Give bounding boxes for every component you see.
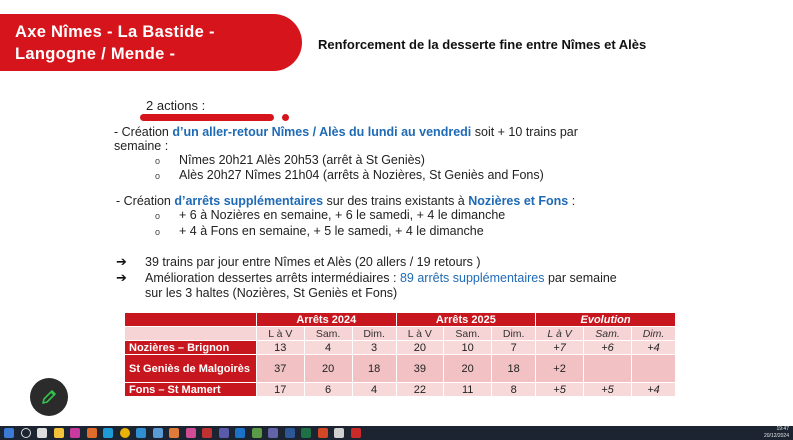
- task-view-icon[interactable]: [37, 428, 47, 438]
- table-cell: 18: [492, 355, 536, 383]
- app-icon[interactable]: [169, 428, 179, 438]
- windows-taskbar: [0, 426, 793, 440]
- slide-subtitle: Renforcement de la desserte fine entre Nîmes et Alès: [318, 37, 647, 52]
- action1-suffix: soit + 10 trains par: [471, 125, 578, 139]
- actions-underline-decoration: [140, 114, 274, 121]
- acrobat-icon[interactable]: [351, 428, 361, 438]
- table-cell: [583, 355, 631, 383]
- stops-table: [124, 312, 676, 397]
- action1-sub2: Alès 20h27 Nîmes 21h04 (arrêts à Nozières, St Geniès and Fons): [179, 168, 544, 182]
- table-row-label: Fons – St Mamert: [125, 383, 257, 397]
- slide-title-line2: Langogne / Mende -: [15, 45, 176, 63]
- action1-line: [114, 125, 578, 140]
- action2-prefix: - Création: [116, 194, 175, 208]
- table-row: [125, 383, 676, 397]
- edge-icon[interactable]: [136, 428, 146, 438]
- table-group-header: Arrêts 2025: [396, 313, 536, 327]
- table-subheader: Dim.: [352, 327, 396, 341]
- action2-highlight1: d’arrêts supplémentaires: [174, 194, 324, 208]
- table-cell: +5: [536, 383, 584, 397]
- action1-highlight: d’un aller-retour Nîmes / Alès du lundi au vendredi: [172, 125, 472, 139]
- table-cell: 17: [257, 383, 305, 397]
- edit-pen-button[interactable]: [30, 378, 68, 416]
- actions-dot-decoration: [282, 114, 289, 121]
- table-cell: 13: [257, 341, 305, 355]
- table-cell: 8: [492, 383, 536, 397]
- table-cell: 3: [352, 341, 396, 355]
- table-group-header: Evolution: [536, 313, 676, 327]
- sub-bullet-icon: o: [155, 156, 161, 166]
- table-cell: +2: [536, 355, 584, 383]
- table-row: [125, 355, 676, 383]
- slide-title-banner: [0, 14, 302, 71]
- app-icon[interactable]: [70, 428, 80, 438]
- table-cell: +4: [632, 383, 676, 397]
- windows-start-icon[interactable]: [4, 428, 14, 438]
- word-icon[interactable]: [285, 428, 295, 438]
- table-group-header-row: [125, 313, 676, 327]
- taskbar-clock[interactable]: [764, 426, 789, 440]
- action2-suffix: :: [568, 194, 576, 208]
- table-cell: 22: [396, 383, 444, 397]
- table-group-header: Arrêts 2024: [257, 313, 397, 327]
- app-icon[interactable]: [202, 428, 212, 438]
- firefox-icon[interactable]: [87, 428, 97, 438]
- action2-sub2: + 4 à Fons en semaine, + 5 le samedi, + 4 le dimanche: [179, 224, 484, 238]
- table-cell: 18: [352, 355, 396, 383]
- summary-line2-prefix: Amélioration dessertes arrêts intermédiaires :: [145, 271, 400, 285]
- edit-pen-icon: [40, 388, 58, 406]
- table-subheader: Sam.: [583, 327, 631, 341]
- action2-highlight2: Nozières et Fons: [468, 194, 569, 208]
- app-icon[interactable]: [334, 428, 344, 438]
- teams-icon[interactable]: [268, 428, 278, 438]
- table-cell: 6: [304, 383, 352, 397]
- app-icon[interactable]: [153, 428, 163, 438]
- table-cell: 20: [444, 355, 492, 383]
- table-cell: 7: [492, 341, 536, 355]
- summary-line3: sur les 3 haltes (Nozières, St Geniès et Fons): [145, 286, 398, 300]
- table-subheader: Sam.: [304, 327, 352, 341]
- powerpoint-icon[interactable]: [318, 428, 328, 438]
- outlook-icon[interactable]: [235, 428, 245, 438]
- summary-line2-suffix: par semaine: [544, 271, 617, 285]
- table-cell: 11: [444, 383, 492, 397]
- action1-sub1: Nîmes 20h21 Alès 20h53 (arrêt à St Geniès): [179, 153, 425, 167]
- chrome-icon[interactable]: [120, 428, 130, 438]
- table-cell: +7: [536, 341, 584, 355]
- table-cell: 4: [304, 341, 352, 355]
- summary-line2-highlight: 89 arrêts supplémentaires: [399, 271, 545, 285]
- excel-icon[interactable]: [301, 428, 311, 438]
- actions-label: 2 actions :: [146, 98, 206, 113]
- table-cell: 20: [304, 355, 352, 383]
- sub-bullet-icon: o: [155, 227, 161, 237]
- table-cell: +5: [583, 383, 631, 397]
- table-subheader: Dim.: [492, 327, 536, 341]
- summary-line2: [145, 271, 617, 286]
- table-subheader: L à V: [396, 327, 444, 341]
- table-cell: 20: [396, 341, 444, 355]
- sub-bullet-icon: o: [155, 211, 161, 221]
- clock-date: 20/12/2024: [763, 433, 789, 439]
- sub-bullet-icon: o: [155, 171, 161, 181]
- table-row: [125, 341, 676, 355]
- table-cell: 10: [444, 341, 492, 355]
- action1-line2: semaine :: [114, 139, 169, 153]
- app-icon[interactable]: [252, 428, 262, 438]
- table-corner: [125, 327, 257, 341]
- file-explorer-icon[interactable]: [54, 428, 64, 438]
- table-cell: [632, 355, 676, 383]
- clock-time: 19:47: [776, 426, 789, 432]
- action2-middle: sur des trains existants à: [323, 194, 469, 208]
- table-corner: [125, 313, 257, 327]
- arrow-bullet-icon: ➔: [116, 270, 127, 285]
- table-subheader-row: [125, 327, 676, 341]
- action1-prefix: - Création: [114, 125, 173, 139]
- search-icon[interactable]: [21, 428, 31, 438]
- table-cell: 39: [396, 355, 444, 383]
- table-row-label: St Geniès de Malgoirès: [125, 355, 257, 383]
- action2-sub1: + 6 à Nozières en semaine, + 6 le samedi, + 4 le dimanche: [179, 208, 506, 222]
- app-icon[interactable]: [186, 428, 196, 438]
- action2-line: [116, 194, 575, 209]
- edge-icon[interactable]: [103, 428, 113, 438]
- table-subheader: L à V: [257, 327, 305, 341]
- summary-line1: 39 trains par jour entre Nîmes et Alès (20 allers / 19 retours ): [145, 255, 481, 269]
- table-cell: +6: [583, 341, 631, 355]
- table-cell: 4: [352, 383, 396, 397]
- table-subheader: Sam.: [444, 327, 492, 341]
- table-cell: +4: [632, 341, 676, 355]
- table-subheader: L à V: [536, 327, 584, 341]
- table-row-label: Nozières – Brignon: [125, 341, 257, 355]
- table-cell: 37: [257, 355, 305, 383]
- arrow-bullet-icon: ➔: [116, 254, 127, 269]
- app-icon[interactable]: [219, 428, 229, 438]
- table-subheader: Dim.: [632, 327, 676, 341]
- slide-title-line1: Axe Nîmes - La Bastide -: [15, 23, 215, 41]
